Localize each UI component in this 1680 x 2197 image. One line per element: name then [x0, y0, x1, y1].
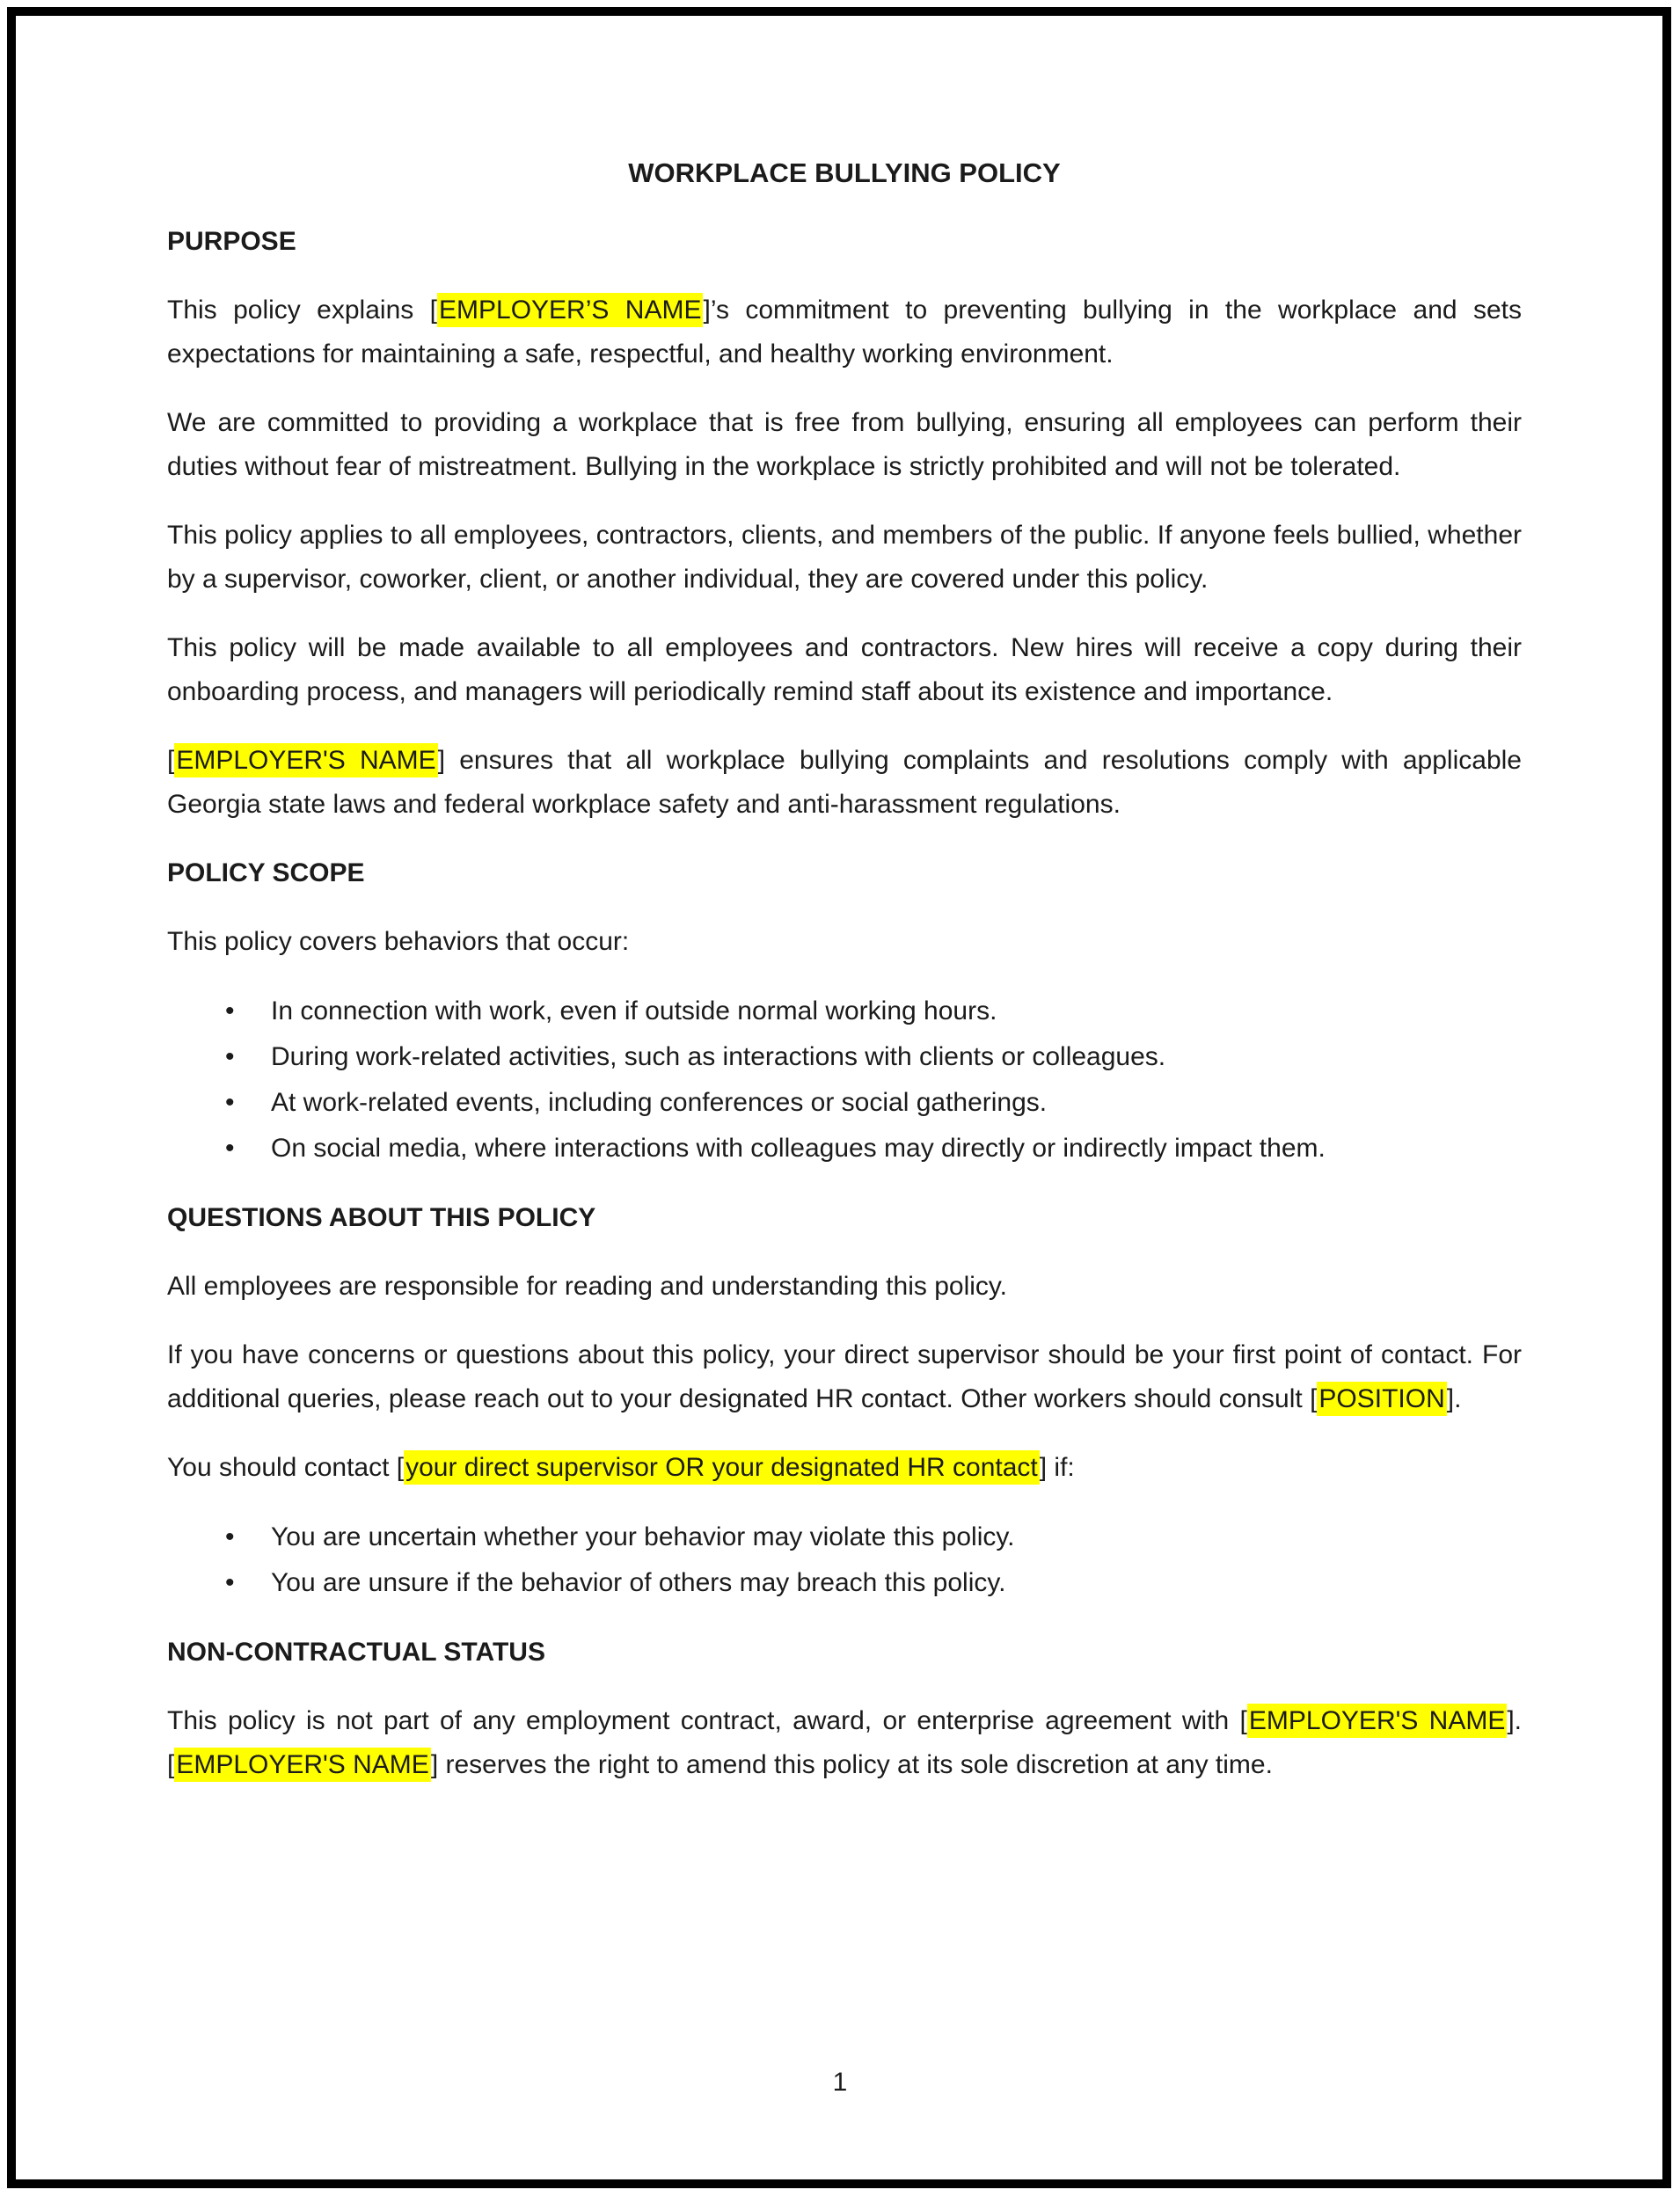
bullet-item: [167, 1126, 1522, 1171]
page-number: 1: [832, 2068, 848, 2097]
bullet-icon: •: [225, 1568, 235, 1597]
section-heading: PURPOSE: [167, 227, 296, 256]
paragraph: [167, 1699, 1522, 1787]
bullet-text: [271, 1042, 1165, 1071]
text-run: At work-related events, including conferences or social gatherings.: [271, 1088, 1048, 1117]
text-run: We are committed to providing a workplace that is free from bullying, ensuring all employees can perform their duties without fear of mistreatment. Bullying in the workplace is strictly prohibited and will not be tolerated.: [167, 408, 1522, 481]
text-run: ] if:: [1039, 1453, 1075, 1482]
bullet-list: [167, 989, 1522, 1171]
paragraph: [167, 514, 1522, 602]
text-run: During work-related activities, such as interactions with clients or colleagues.: [271, 1042, 1166, 1071]
paragraph: [167, 1446, 1522, 1490]
text-run: This policy covers behaviors that occur:: [167, 927, 630, 956]
bullet-icon: •: [225, 996, 235, 1026]
text-run: ].: [1446, 1384, 1462, 1413]
bullet-item: [167, 989, 1522, 1034]
text-run: You are uncertain whether your behavior may violate this policy.: [271, 1522, 1015, 1551]
bullet-icon: •: [225, 1522, 235, 1551]
section-heading: POLICY SCOPE: [167, 858, 365, 887]
section-heading: QUESTIONS ABOUT THIS POLICY: [167, 1203, 596, 1232]
paragraph: [167, 626, 1522, 714]
bullet-item: [167, 1515, 1522, 1560]
bullet-text: [271, 1088, 1047, 1117]
paragraph: [167, 920, 1522, 964]
highlighted-placeholder: your direct supervisor OR your designated HR contact: [404, 1450, 1040, 1485]
text-run: ]’s commitment to preventing bullying in the workplace and sets expectations for maintaining a safe, respectful, and healthy working environment.: [167, 296, 1522, 369]
document-content: [167, 151, 1522, 1812]
paragraph: [167, 739, 1522, 827]
highlighted-placeholder: EMPLOYER’S NAME: [437, 293, 703, 327]
text-run: If you have concerns or questions about this policy, your direct supervisor should be your first point of contact. For additional queries, please reach out to your designated HR contact. Other workers should consult [: [167, 1340, 1522, 1413]
bullet-text: [271, 1568, 1005, 1597]
text-run: [: [167, 746, 175, 775]
text-run: This policy is not part of any employment contract, award, or enterprise agreement with [: [167, 1706, 1247, 1735]
highlighted-placeholder: EMPLOYER'S NAME: [174, 743, 437, 777]
highlighted-placeholder: POSITION: [1317, 1382, 1446, 1416]
bullet-item: [167, 1560, 1522, 1606]
bullet-text: [271, 996, 997, 1026]
highlighted-placeholder: EMPLOYER'S NAME: [174, 1748, 430, 1782]
text-run: ] reserves the right to amend this policy at its sole discretion at any time.: [430, 1750, 1273, 1779]
text-run: On social media, where interactions with colleagues may directly or indirectly impact them.: [271, 1134, 1326, 1163]
bullet-icon: •: [225, 1042, 235, 1071]
bullet-item: [167, 1034, 1522, 1080]
text-run: You should contact [: [167, 1453, 405, 1482]
paragraph: [167, 1333, 1522, 1421]
highlighted-placeholder: EMPLOYER'S NAME: [1247, 1704, 1507, 1738]
bullet-icon: •: [225, 1134, 235, 1163]
text-run: You are unsure if the behavior of others may breach this policy.: [271, 1568, 1006, 1597]
text-run: This policy applies to all employees, contractors, clients, and members of the public. If anyone feels bullied, whether by a supervisor, coworker, client, or another individual, they are covered under this policy.: [167, 521, 1522, 594]
text-run: ] ensures that all workplace bullying complaints and resolutions comply with applicable Georgia state laws and federal workplace safety and anti-harassment regulations.: [167, 746, 1522, 819]
paragraph: [167, 288, 1522, 376]
document-title: WORKPLACE BULLYING POLICY: [628, 157, 1061, 188]
bullet-text: [271, 1134, 1326, 1163]
section-heading: NON-CONTRACTUAL STATUS: [167, 1638, 545, 1667]
text-run: All employees are responsible for reading and understanding this policy.: [167, 1272, 1008, 1301]
text-run: In connection with work, even if outside normal working hours.: [271, 996, 997, 1026]
text-run: ]. [: [167, 1706, 1523, 1779]
document-body: [167, 220, 1522, 1787]
bullet-item: [167, 1080, 1522, 1126]
text-run: This policy will be made available to all employees and contractors. New hires will receive a copy during their onboarding process, and managers will periodically remind staff about its existence and importance.: [167, 633, 1522, 706]
text-run: This policy explains [: [167, 296, 437, 325]
bullet-icon: •: [225, 1088, 235, 1117]
paragraph: [167, 401, 1522, 489]
paragraph: [167, 1265, 1522, 1309]
bullet-list: [167, 1515, 1522, 1606]
bullet-text: [271, 1522, 1014, 1551]
